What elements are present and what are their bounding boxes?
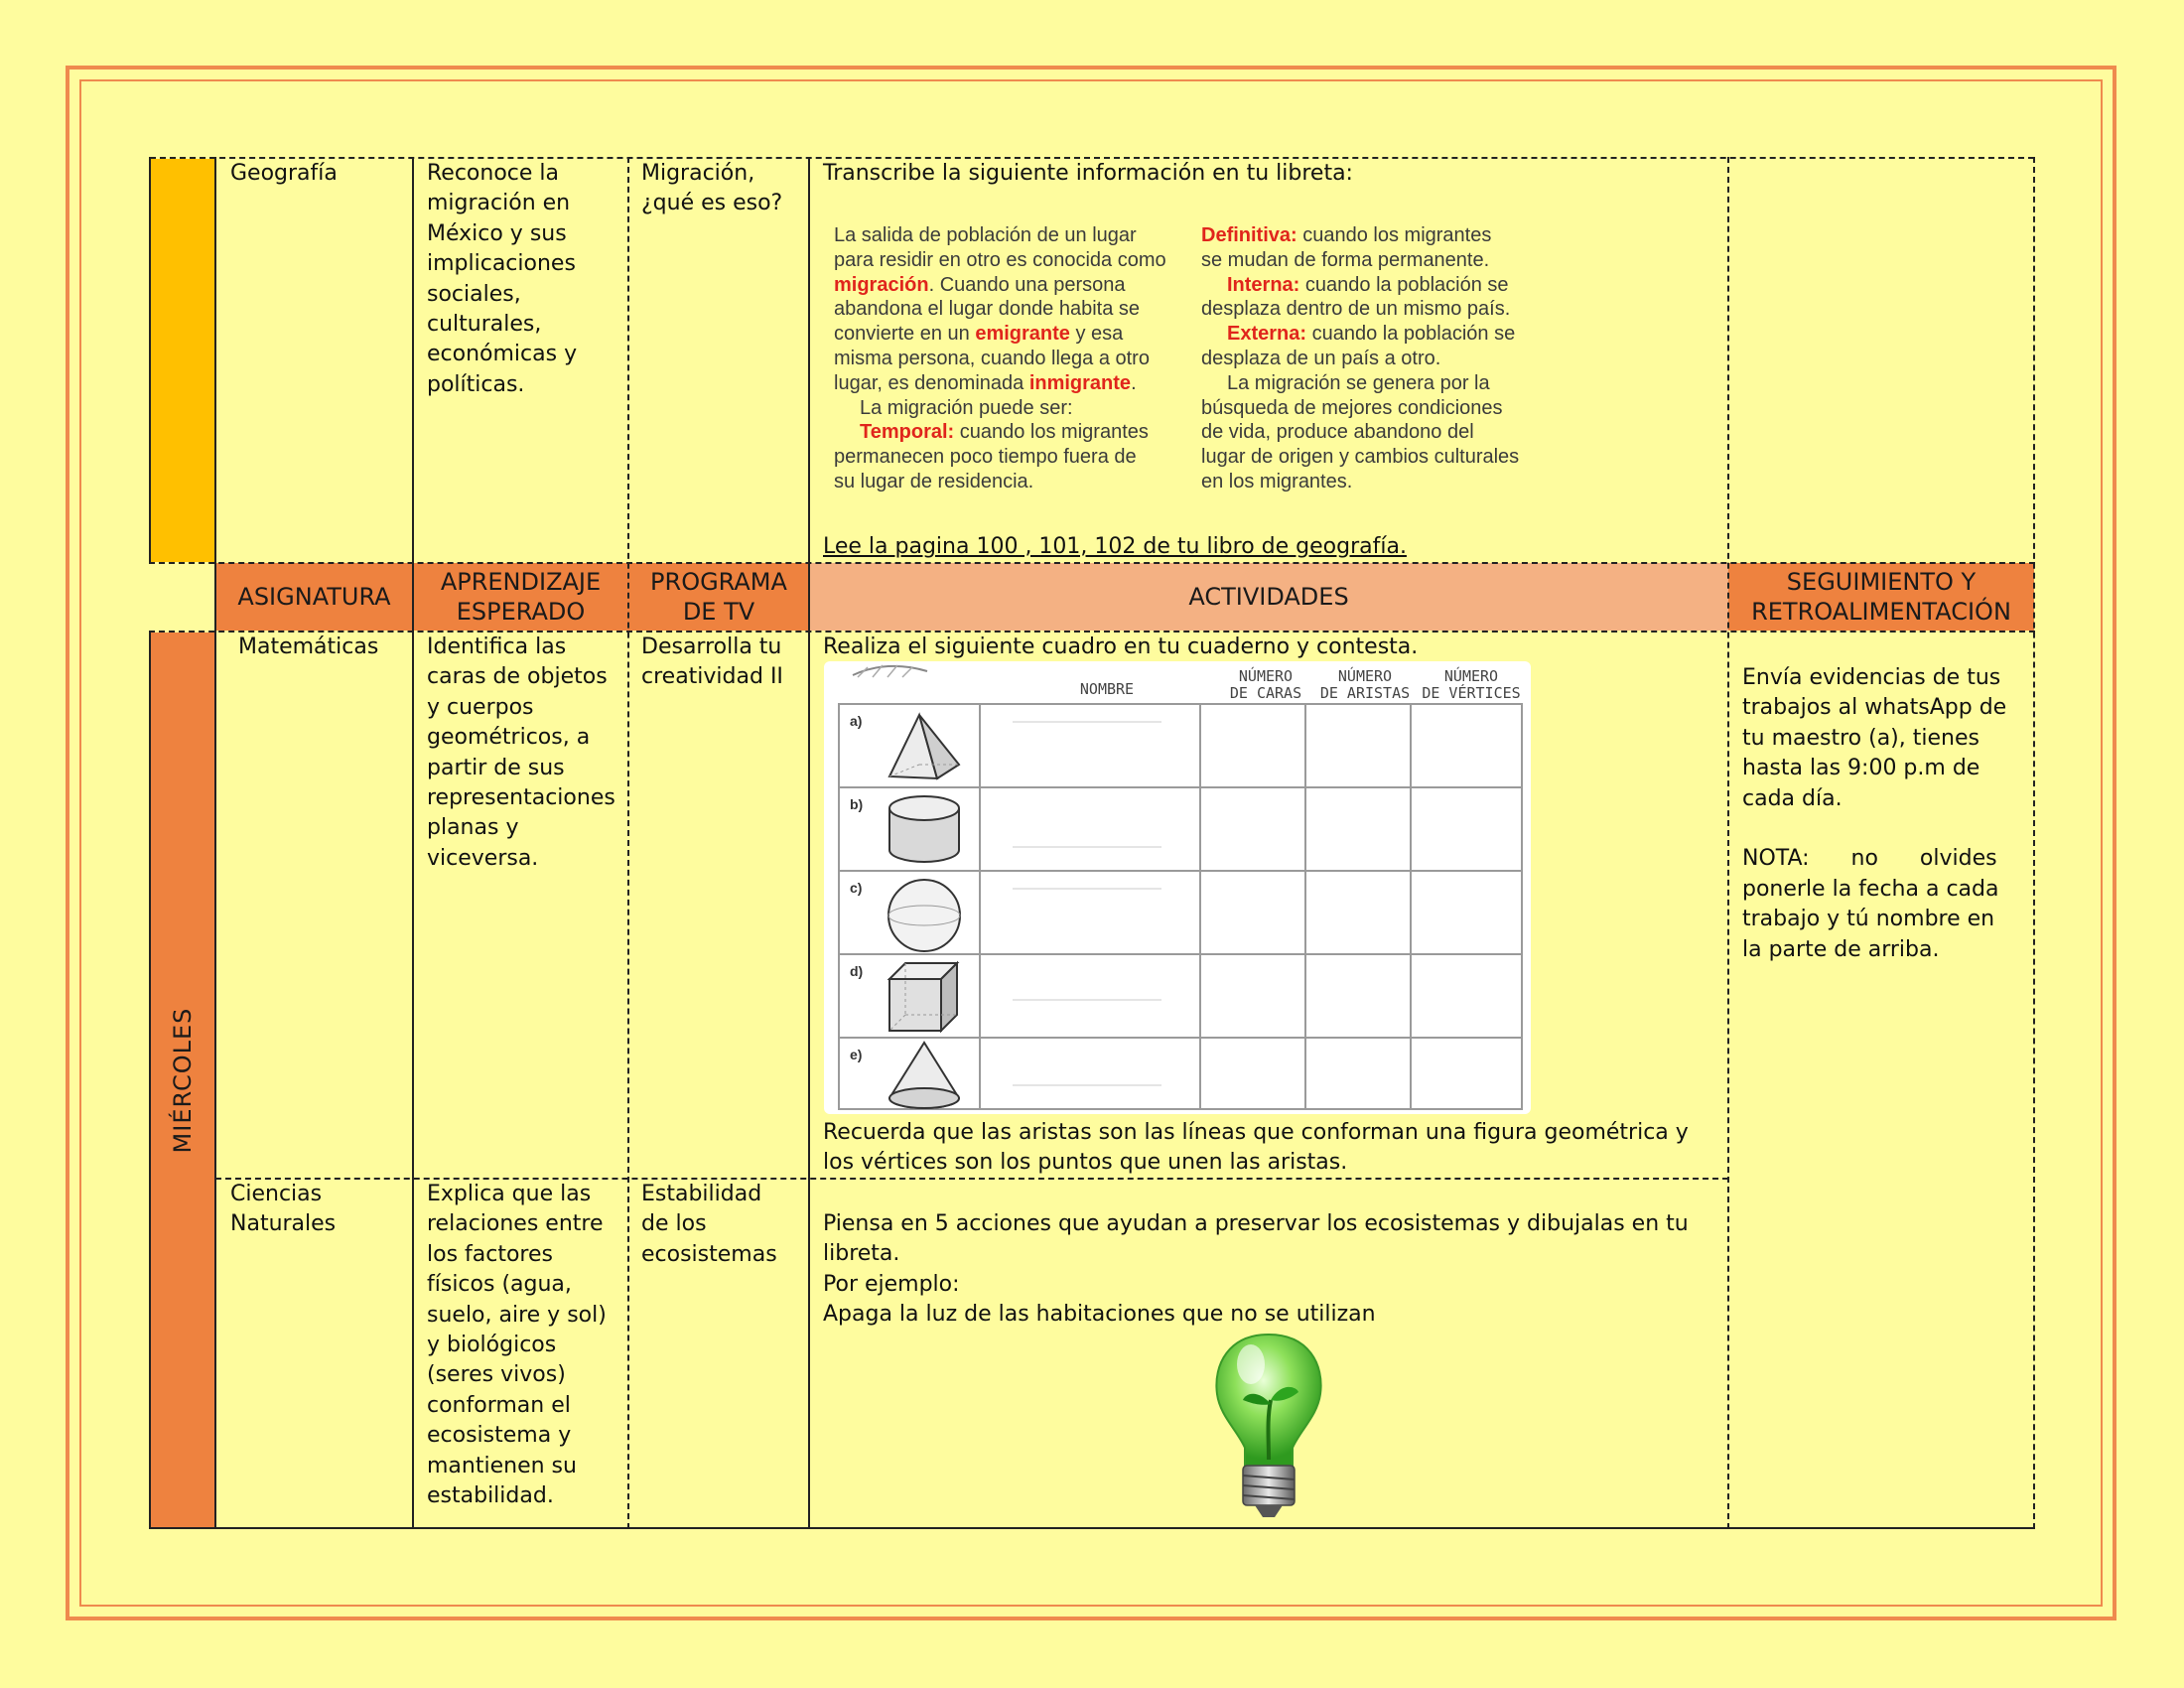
geo-textbook-left bbox=[834, 223, 1191, 494]
seguimiento-line: cada día. bbox=[1742, 785, 1843, 811]
col-nombre: NOMBRE bbox=[1079, 680, 1135, 698]
header-aprendizaje-l1: APRENDIZAJE bbox=[440, 568, 602, 596]
header-seguimiento-l1: SEGUIMIENTO Y bbox=[1786, 568, 1977, 596]
cn-aprendizaje-line: relaciones entre bbox=[427, 1211, 604, 1237]
text-line: búsqueda de mejores condiciones bbox=[1201, 396, 1503, 419]
mat-aprendizaje-line: viceversa. bbox=[427, 845, 539, 871]
table-border-left-top bbox=[149, 157, 151, 564]
geo-aprendizaje-line: Reconoce la bbox=[427, 161, 560, 186]
header-programa bbox=[628, 563, 809, 631]
term-inmigrante: inmigrante bbox=[1028, 371, 1132, 394]
row-divider-geo-bottom bbox=[149, 562, 2035, 566]
grid-col-4 bbox=[1410, 703, 1412, 1110]
cn-aprendizaje-line: (seres vivos) bbox=[427, 1362, 566, 1388]
col-vertices bbox=[1416, 668, 1527, 702]
seguimiento-line: trabajos al whatsApp de bbox=[1742, 695, 2007, 721]
nota-line: trabajo y tú nombre en bbox=[1742, 907, 1995, 932]
text-line: lugar de origen y cambios culturales bbox=[1201, 446, 1520, 469]
cn-aprendizaje-line: físicos (agua, bbox=[427, 1272, 572, 1298]
cn-act-l2: libreta. bbox=[823, 1241, 900, 1267]
cone-icon bbox=[880, 1039, 969, 1118]
text-line: su lugar de residencia. bbox=[834, 470, 1034, 492]
cn-actividades bbox=[823, 1209, 1714, 1331]
geo-asignatura: Geografía bbox=[230, 161, 338, 186]
text-span: y esa bbox=[1069, 323, 1124, 346]
geo-programa bbox=[641, 159, 782, 219]
term-definitiva: Definitiva: bbox=[1201, 224, 1297, 246]
header-asignatura bbox=[215, 563, 413, 631]
grid-row-1 bbox=[838, 786, 1523, 788]
cylinder-icon bbox=[880, 792, 969, 872]
nota-line: la parte de arriba. bbox=[1742, 936, 1940, 962]
grid-row-3 bbox=[838, 953, 1523, 955]
cn-programa-line: de los bbox=[641, 1211, 707, 1237]
cn-programa bbox=[641, 1180, 777, 1270]
mat-programa-line: Desarrolla tu bbox=[641, 634, 782, 659]
grid-col-1 bbox=[979, 703, 981, 1110]
mat-aprendizaje-line: y cuerpos bbox=[427, 694, 534, 720]
col-aristas bbox=[1310, 668, 1420, 702]
pyramid-icon bbox=[880, 707, 969, 786]
col-vertices-l2: DE VÉRTICES bbox=[1422, 684, 1521, 702]
term-migracion: migración bbox=[834, 273, 929, 296]
header-asignatura-label: ASIGNATURA bbox=[237, 583, 391, 611]
text-span: cuando la población se bbox=[1299, 273, 1509, 296]
text-span: lugar, es denominada bbox=[834, 371, 1029, 394]
text-line bbox=[1201, 322, 1578, 347]
cn-aprendizaje-line: estabilidad. bbox=[427, 1483, 554, 1509]
eco-lightbulb-icon bbox=[1209, 1331, 1328, 1521]
table-border-right bbox=[2033, 157, 2037, 1529]
geo-aprendizaje-line: implicaciones bbox=[427, 251, 576, 277]
mat-note bbox=[823, 1118, 1689, 1179]
cn-aprendizaje-line: conforman el bbox=[427, 1392, 571, 1418]
cn-asignatura-l2: Naturales bbox=[230, 1211, 337, 1237]
term-temporal: Temporal: bbox=[860, 421, 955, 444]
term-emigrante: emigrante bbox=[975, 323, 1070, 346]
grid-col-0 bbox=[838, 703, 840, 1110]
geo-aprendizaje-line: sociales, bbox=[427, 281, 521, 307]
answer-line bbox=[1013, 999, 1161, 1001]
text-line: en los migrantes. bbox=[1201, 470, 1353, 492]
col-caras bbox=[1211, 668, 1320, 702]
geo-reading-link[interactable]: Lee la pagina 100 , 101, 102 de tu libro de geografía. bbox=[823, 534, 1407, 559]
cn-aprendizaje bbox=[427, 1180, 630, 1511]
mat-aprendizaje-line: geométricos, a bbox=[427, 725, 591, 751]
text-span: cuando los migrantes bbox=[1297, 224, 1492, 246]
term-interna: Interna: bbox=[1227, 273, 1300, 296]
row-label-a: a) bbox=[850, 713, 863, 729]
cn-aprendizaje-line: mantienen su bbox=[427, 1453, 577, 1478]
mat-programa-line: creatividad II bbox=[641, 664, 783, 690]
mat-note-l1: Recuerda que las aristas son las líneas que conforman una figura geométrica y bbox=[823, 1120, 1689, 1145]
header-programa-l2: DE TV bbox=[682, 598, 755, 626]
cn-programa-line: ecosistemas bbox=[641, 1241, 777, 1267]
header-seguimiento-l2: RETROALIMENTACIÓN bbox=[1751, 598, 2011, 626]
sphere-icon bbox=[880, 874, 969, 953]
grid-col-2 bbox=[1199, 703, 1201, 1110]
mat-note-l2: los vértices son los puntos que unen las aristas. bbox=[823, 1150, 1348, 1176]
text-line: desplaza de un país a otro. bbox=[1201, 347, 1441, 369]
cn-act-l4: Apaga la luz de las habitaciones que no se utilizan bbox=[823, 1302, 1376, 1328]
mat-programa bbox=[641, 633, 783, 693]
nota-line: NOTA: no olvides bbox=[1742, 846, 1997, 872]
text-line bbox=[834, 273, 1191, 298]
cn-aprendizaje-line: suelo, aire y sol) bbox=[427, 1302, 607, 1328]
row-label-d: d) bbox=[850, 963, 864, 979]
col-line-4 bbox=[808, 157, 810, 1529]
day-label: MIÉRCOLES bbox=[169, 1007, 197, 1154]
geo-aprendizaje-line: migración en bbox=[427, 191, 571, 216]
geo-aprendizaje bbox=[427, 159, 621, 400]
mat-asignatura: Matemáticas bbox=[238, 634, 379, 659]
text-span: . bbox=[1131, 371, 1137, 394]
answer-line bbox=[1013, 888, 1161, 890]
cn-asignatura bbox=[230, 1180, 336, 1240]
row-label-e: e) bbox=[850, 1047, 863, 1062]
row-label-c: c) bbox=[850, 880, 863, 896]
geo-aprendizaje-line: culturales, bbox=[427, 312, 542, 338]
table-border-bottom bbox=[149, 1527, 2035, 1529]
col-line-1 bbox=[214, 157, 216, 1529]
text-line bbox=[1201, 273, 1578, 298]
col-aristas-l1: NÚMERO bbox=[1337, 667, 1393, 685]
mat-aprendizaje-line: caras de objetos bbox=[427, 664, 608, 690]
header-actividades bbox=[809, 563, 1728, 631]
seguimiento-line: Envía evidencias de tus bbox=[1742, 665, 2001, 690]
text-line: permanecen poco tiempo fuera de bbox=[834, 446, 1137, 469]
text-line bbox=[834, 371, 1191, 396]
header-seguimiento bbox=[1728, 563, 2034, 631]
text-line: La migración se genera por la bbox=[1227, 371, 1490, 394]
text-line bbox=[834, 322, 1191, 347]
geo-textbook-right bbox=[1201, 223, 1578, 494]
text-span: . Cuando una persona bbox=[928, 273, 1126, 296]
geometry-worksheet bbox=[824, 661, 1531, 1114]
geo-aprendizaje-line: políticas. bbox=[427, 371, 525, 397]
col-aristas-l2: DE ARISTAS bbox=[1319, 684, 1411, 702]
cn-programa-line: Estabilidad bbox=[641, 1182, 762, 1206]
text-line bbox=[1201, 223, 1578, 248]
grid-top bbox=[838, 703, 1523, 705]
geo-programa-line: Migración, bbox=[641, 161, 755, 186]
term-externa: Externa: bbox=[1227, 323, 1307, 346]
row-label-b: b) bbox=[850, 796, 864, 812]
geo-aprendizaje-line: económicas y bbox=[427, 342, 578, 367]
cn-asignatura-l1: Ciencias bbox=[230, 1182, 323, 1206]
text-line: abandona el lugar donde habita se bbox=[834, 298, 1141, 321]
cn-aprendizaje-line: Explica que las bbox=[427, 1182, 592, 1206]
text-line: desplaza dentro de un mismo país. bbox=[1201, 298, 1511, 321]
mat-aprendizaje-line: representaciones bbox=[427, 785, 615, 811]
header-aprendizaje-l2: ESPERADO bbox=[456, 598, 586, 626]
header-aprendizaje bbox=[413, 563, 628, 631]
cn-aprendizaje-line: ecosistema y bbox=[427, 1423, 572, 1449]
cn-aprendizaje-line: y biológicos bbox=[427, 1333, 557, 1358]
cube-icon bbox=[880, 957, 969, 1037]
col-line-5 bbox=[1727, 157, 1731, 1529]
header-programa-l1: PROGRAMA bbox=[650, 568, 787, 596]
answer-line bbox=[1013, 721, 1161, 723]
seguimiento-line: tu maestro (a), tienes bbox=[1742, 725, 1979, 751]
mat-aprendizaje-line: Identifica las bbox=[427, 634, 567, 659]
geo-instruction: Transcribe la siguiente información en tu libreta: bbox=[823, 161, 1353, 186]
cn-act-l1: Piensa en 5 acciones que ayudan a preservar los ecosistemas y dibujalas en tu bbox=[823, 1211, 1689, 1236]
text-span: cuando la población se bbox=[1306, 323, 1516, 346]
text-line: se mudan de forma permanente. bbox=[1201, 248, 1490, 271]
text-line: La salida de población de un lugar bbox=[834, 224, 1137, 246]
answer-line bbox=[1013, 1084, 1161, 1086]
text-line: para residir en otro es conocida como bbox=[834, 248, 1166, 271]
cn-act-l3: Por ejemplo: bbox=[823, 1271, 960, 1297]
text-line bbox=[834, 420, 1191, 445]
text-line: misma persona, cuando llega a otro bbox=[834, 347, 1150, 369]
mat-aprendizaje bbox=[427, 633, 625, 874]
grid-col-5 bbox=[1521, 703, 1523, 1110]
worksheet-corner-doodle bbox=[848, 657, 937, 687]
geo-programa-line: ¿qué es eso? bbox=[641, 191, 783, 216]
table-border-left-bottom bbox=[149, 631, 151, 1529]
mat-instruction: Realiza el siguiente cuadro en tu cuaderno y contesta. bbox=[823, 634, 1419, 659]
day-band-top bbox=[150, 159, 215, 562]
answer-line bbox=[1013, 846, 1161, 848]
mat-aprendizaje-line: planas y bbox=[427, 815, 519, 841]
grid-col-3 bbox=[1304, 703, 1306, 1110]
col-vertices-l1: NÚMERO bbox=[1443, 667, 1499, 685]
col-caras-l1: NÚMERO bbox=[1238, 667, 1294, 685]
text-line: La migración puede ser: bbox=[860, 396, 1073, 419]
mat-aprendizaje-line: partir de sus bbox=[427, 755, 565, 780]
seguimiento-text bbox=[1742, 663, 2020, 965]
text-line: de vida, produce abandono del bbox=[1201, 421, 1474, 444]
seguimiento-line: hasta las 9:00 p.m de bbox=[1742, 756, 1980, 781]
nota-line: ponerle la fecha a cada bbox=[1742, 876, 1999, 902]
geo-aprendizaje-line: México y sus bbox=[427, 220, 567, 246]
header-actividades-label: ACTIVIDADES bbox=[1188, 583, 1349, 611]
cn-aprendizaje-line: los factores bbox=[427, 1241, 553, 1267]
col-caras-l2: DE CARAS bbox=[1229, 684, 1302, 702]
text-span: cuando los migrantes bbox=[954, 421, 1149, 444]
text-span: convierte en un bbox=[834, 323, 976, 346]
col-line-2 bbox=[412, 157, 414, 1529]
